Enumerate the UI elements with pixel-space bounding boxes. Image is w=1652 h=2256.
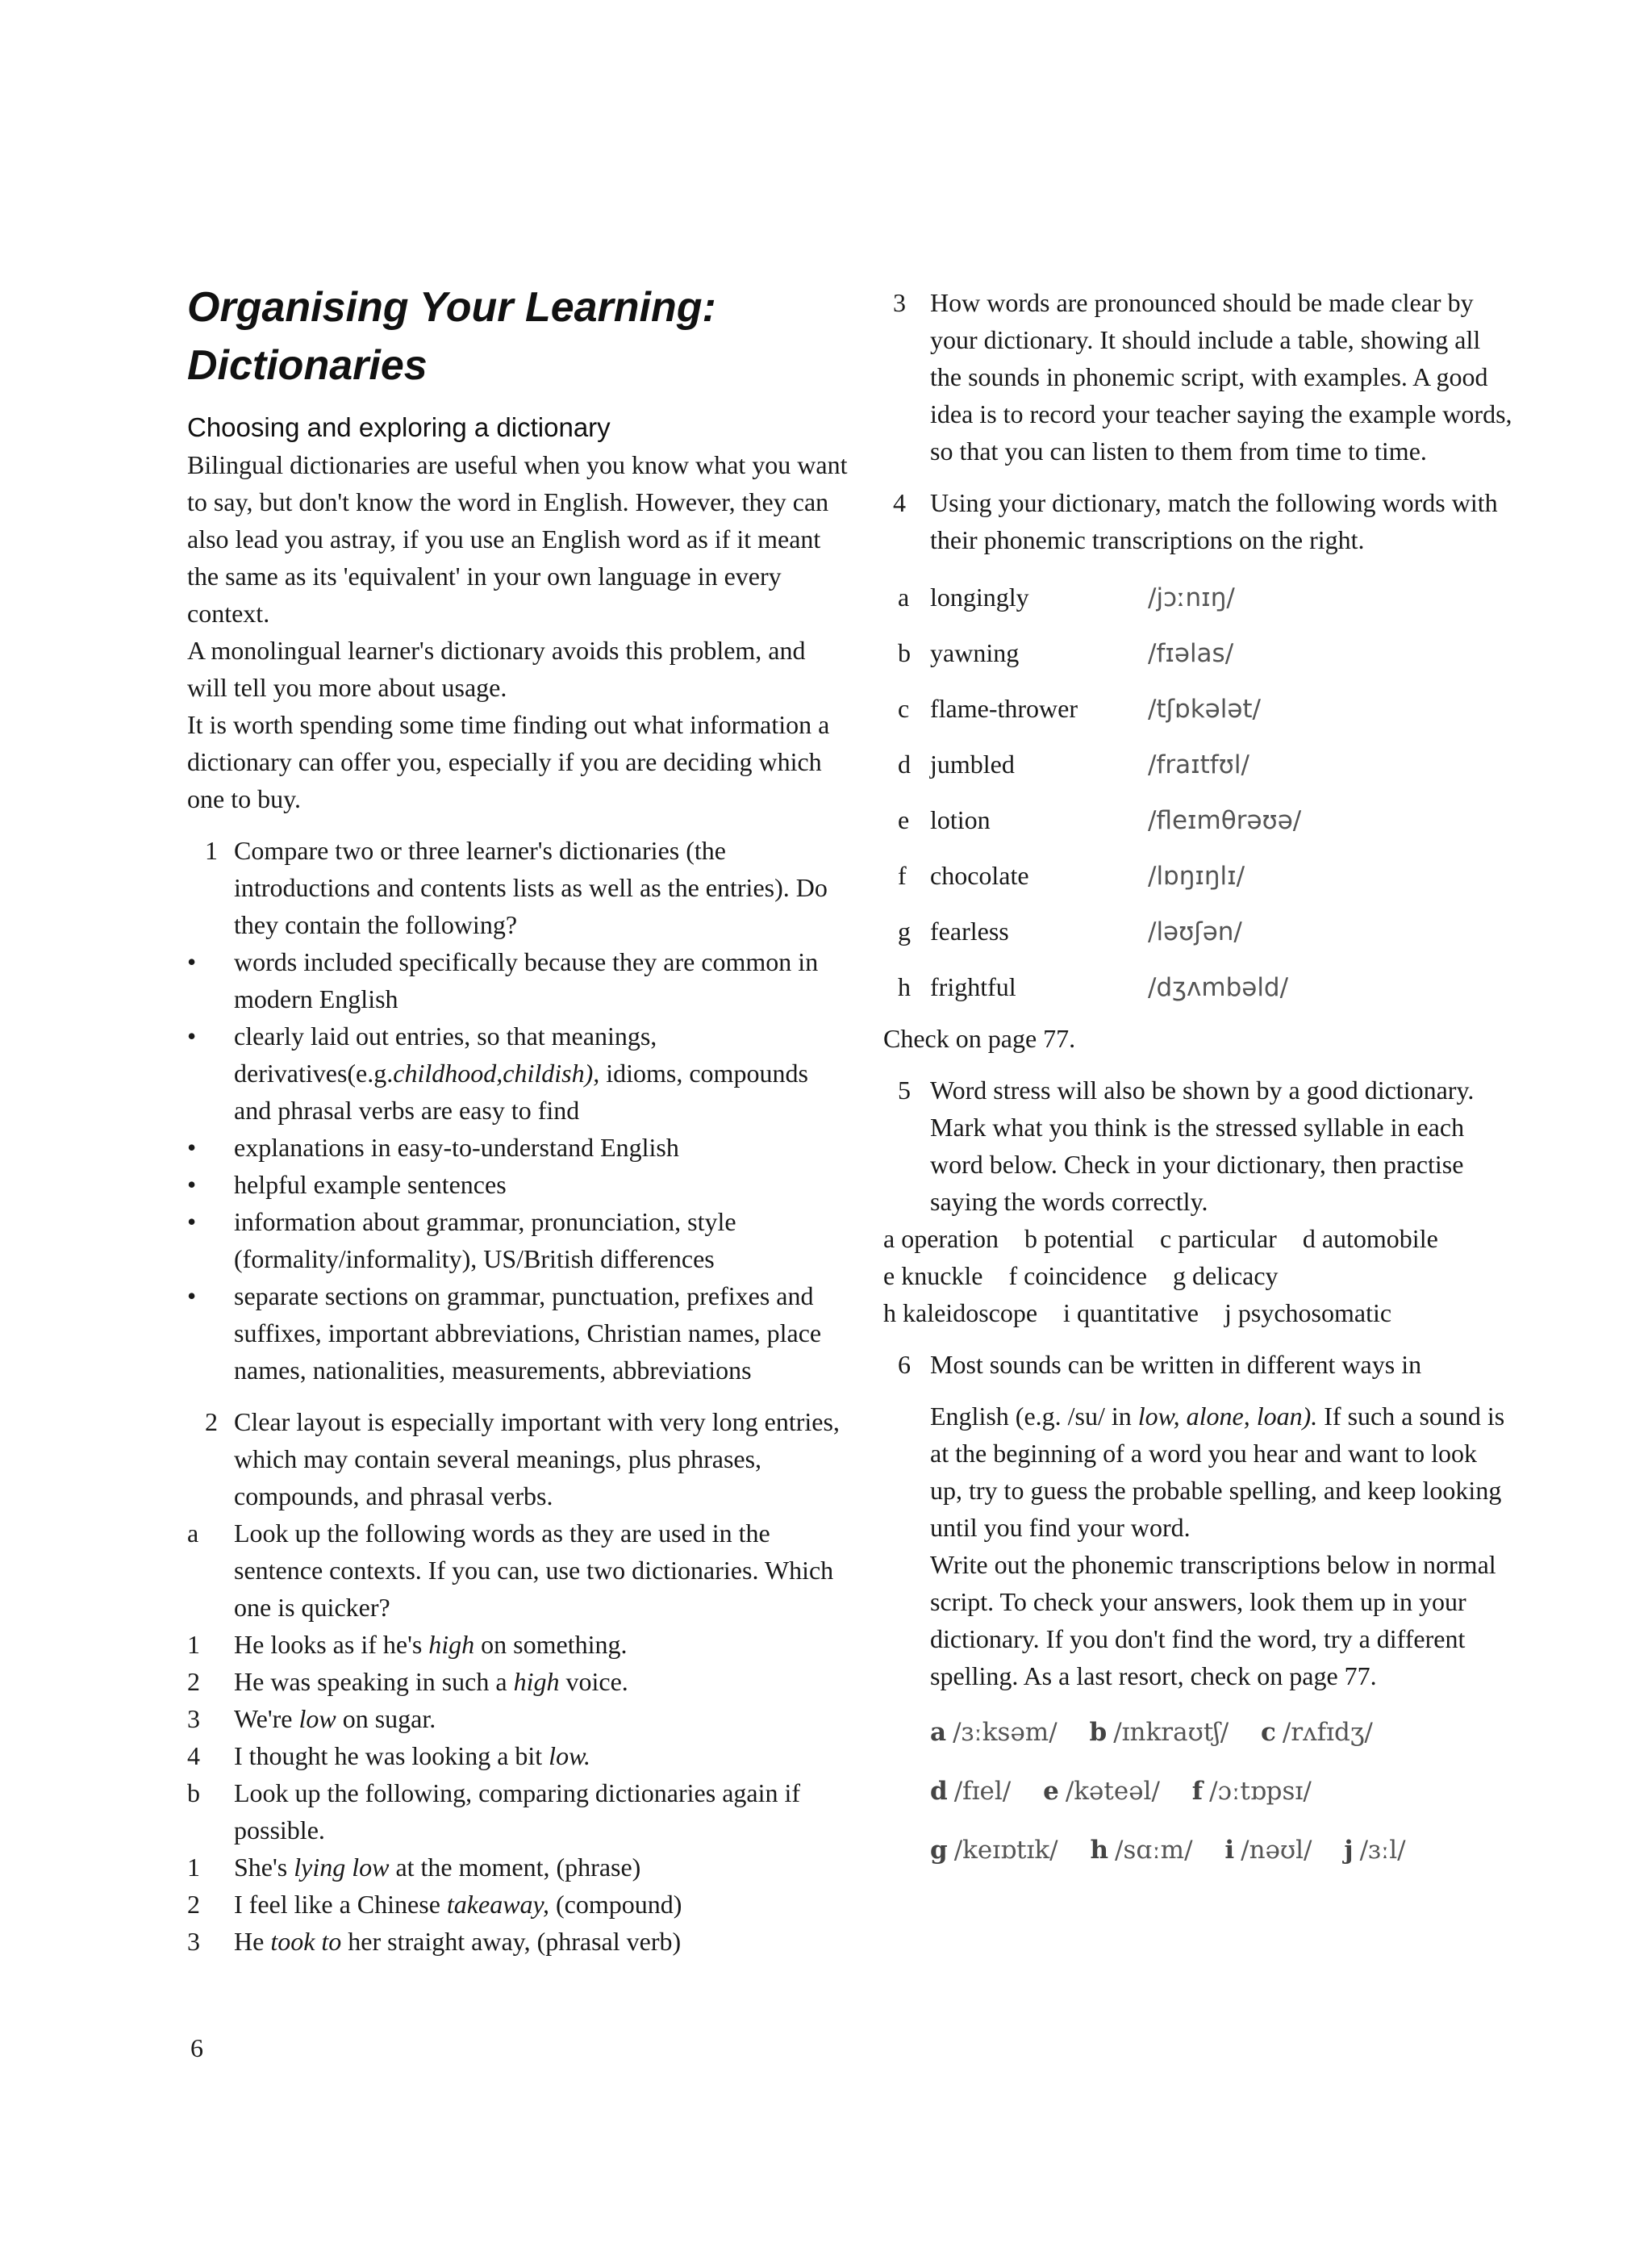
question-6-instructions: Write out the phonemic transcriptions below in normal script. To check your answers, look them up in your dictionary. If you don't find the word, try a different spelling. As a last resort, check on page 77. <box>930 1550 1496 1690</box>
bullet-item: • helpful example sentences <box>187 1170 507 1199</box>
word-row: e knuckle f coincidence g delicacy <box>883 1261 1279 1290</box>
match-row: f chocolate /lɒŋɪŋlɪ/ <box>898 861 1245 891</box>
sentence-item: 1 She's lying low at the moment, (phrase) <box>187 1853 641 1882</box>
section-subtitle: Choosing and exploring a dictionary <box>187 412 611 442</box>
transcription-row: a /ɜːksəm/ b /ɪnkraʊtʃ/ c /rʌfɪdʒ/ <box>930 1718 1373 1747</box>
transcription-list <box>883 1714 1512 1869</box>
page-title <box>187 278 849 395</box>
sentence-item: 3 We're low on sugar. <box>187 1704 436 1733</box>
question-number: 6 <box>898 1350 911 1379</box>
sentence-item: 2 I feel like a Chinese takeaway, (compound) <box>187 1890 682 1919</box>
question-1 <box>187 832 849 1389</box>
question-number: 4 <box>893 488 906 517</box>
right-column <box>883 284 1512 1890</box>
word-row: h kaleidoscope i quantitative j psychosomatic <box>883 1298 1392 1327</box>
intro-paragraph-2: A monolingual learner's dictionary avoids this problem, and will tell you more about usage. <box>187 636 806 702</box>
sub-question-a: a Look up the following words as they are used in the sentence contexts. If you can, use two dictionaries. Which one is quicker? <box>187 1519 834 1622</box>
left-column <box>187 278 849 1960</box>
question-6-body: English (e.g. /su/ in low, alone, loan). If such a sound is at the beginning of a word you hear and want to look up, try to guess the probable spelling, and keep looking until you find your word. <box>930 1402 1505 1542</box>
match-row: a longingly /jɔːnɪŋ/ <box>898 583 1235 612</box>
transcription-row: g /keɪɒtɪk/ h /sɑːm/ i /nəʊl/ j /ɜːl/ <box>930 1836 1406 1865</box>
bullet-item: • words included specifically because they are common in modern English <box>187 947 819 1013</box>
question-1-text: 1 Compare two or three learner's dictionaries (the introductions and contents lists as well as the entries). Do they contain the following? <box>187 832 849 943</box>
question-6 <box>883 1346 1512 1869</box>
question-2 <box>187 1403 849 1960</box>
word-row: a operation b potential c particular d automobile <box>883 1224 1438 1253</box>
question-2-text: 2 Clear layout is especially important with very long entries, which may contain several meanings, plus phrases, compounds, and phrasal verbs. <box>187 1403 849 1514</box>
sentence-item: 4 I thought he was looking a bit low. <box>187 1741 591 1770</box>
question-6-text: 6 Most sounds can be written in different ways in <box>883 1346 1512 1383</box>
question-4-text: 4 Using your dictionary, match the following words with their phonemic transcriptions on the right. <box>883 484 1512 558</box>
title-line-2: Dictionaries <box>187 342 428 389</box>
question-4 <box>883 484 1512 1057</box>
title-line-1: Organising Your Learning: <box>187 284 716 331</box>
sentence-item: 1 He looks as if he's high on something. <box>187 1630 628 1659</box>
check-page-note: Check on page 77. <box>883 1024 1076 1053</box>
sentence-item: 2 He was speaking in such a high voice. <box>187 1667 628 1696</box>
question-number: 2 <box>205 1407 218 1436</box>
match-row: g fearless /ləʊʃən/ <box>898 917 1242 946</box>
bullet-item: • separate sections on grammar, punctuation, prefixes and suffixes, important abbreviations, Christian names, place names, nationalities, measurements, abbreviations <box>187 1281 822 1385</box>
page-number: 6 <box>190 2033 203 2062</box>
transcription-row: d /fɪel/ e /kəteəl/ f /ɔːtɒpsɪ/ <box>930 1777 1312 1806</box>
question-number: 5 <box>898 1076 911 1105</box>
match-row: c flame-thrower /tʃɒkələt/ <box>898 694 1261 724</box>
intro-paragraph-1: Bilingual dictionaries are useful when you know what you want to say, but don't know the word in English. However, they can also lead you astray, if you use an English word as if it meant the same as its 'equivalent' in your own language in every context. <box>187 450 848 628</box>
bullet-item: • explanations in easy-to-understand English <box>187 1133 679 1162</box>
bullet-item: • clearly laid out entries, so that meanings, derivatives(e.g.childhood,childish), idioms, compounds and phrasal verbs are easy to find <box>187 1021 808 1125</box>
match-row: e lotion /fleɪmθrəʊə/ <box>898 805 1302 835</box>
bullet-item: • information about grammar, pronunciation, style (formality/informality), US/British differences <box>187 1207 736 1273</box>
question-3 <box>883 284 1512 470</box>
question-5 <box>883 1072 1512 1331</box>
sentence-item: 3 He took to her straight away, (phrasal verb) <box>187 1927 682 1956</box>
intro-paragraph-3: It is worth spending some time finding out what information a dictionary can offer you, especially if you are deciding which one to buy. <box>187 710 830 813</box>
question-3-text: 3 How words are pronounced should be made clear by your dictionary. It should include a table, showing all the sounds in phonemic script, with examples. A good idea is to record your teacher saying the example words, so that you can listen to them from time to time. <box>883 284 1512 470</box>
match-row: b yawning /fɪəlas/ <box>898 638 1234 668</box>
match-row: d jumbled /fraɪtfʊl/ <box>898 750 1249 779</box>
question-5-text: 5 Word stress will also be shown by a good dictionary. Mark what you think is the stressed syllable in each word below. Check in your dictionary, then practise saying the words correctly. <box>883 1072 1512 1220</box>
question-number: 1 <box>205 836 218 865</box>
question-number: 3 <box>893 288 906 317</box>
match-row: h frightful /dʒʌmbəld/ <box>898 972 1289 1002</box>
sub-question-b: b Look up the following, comparing dictionaries again if possible. <box>187 1778 801 1844</box>
matching-list <box>883 570 1512 1015</box>
